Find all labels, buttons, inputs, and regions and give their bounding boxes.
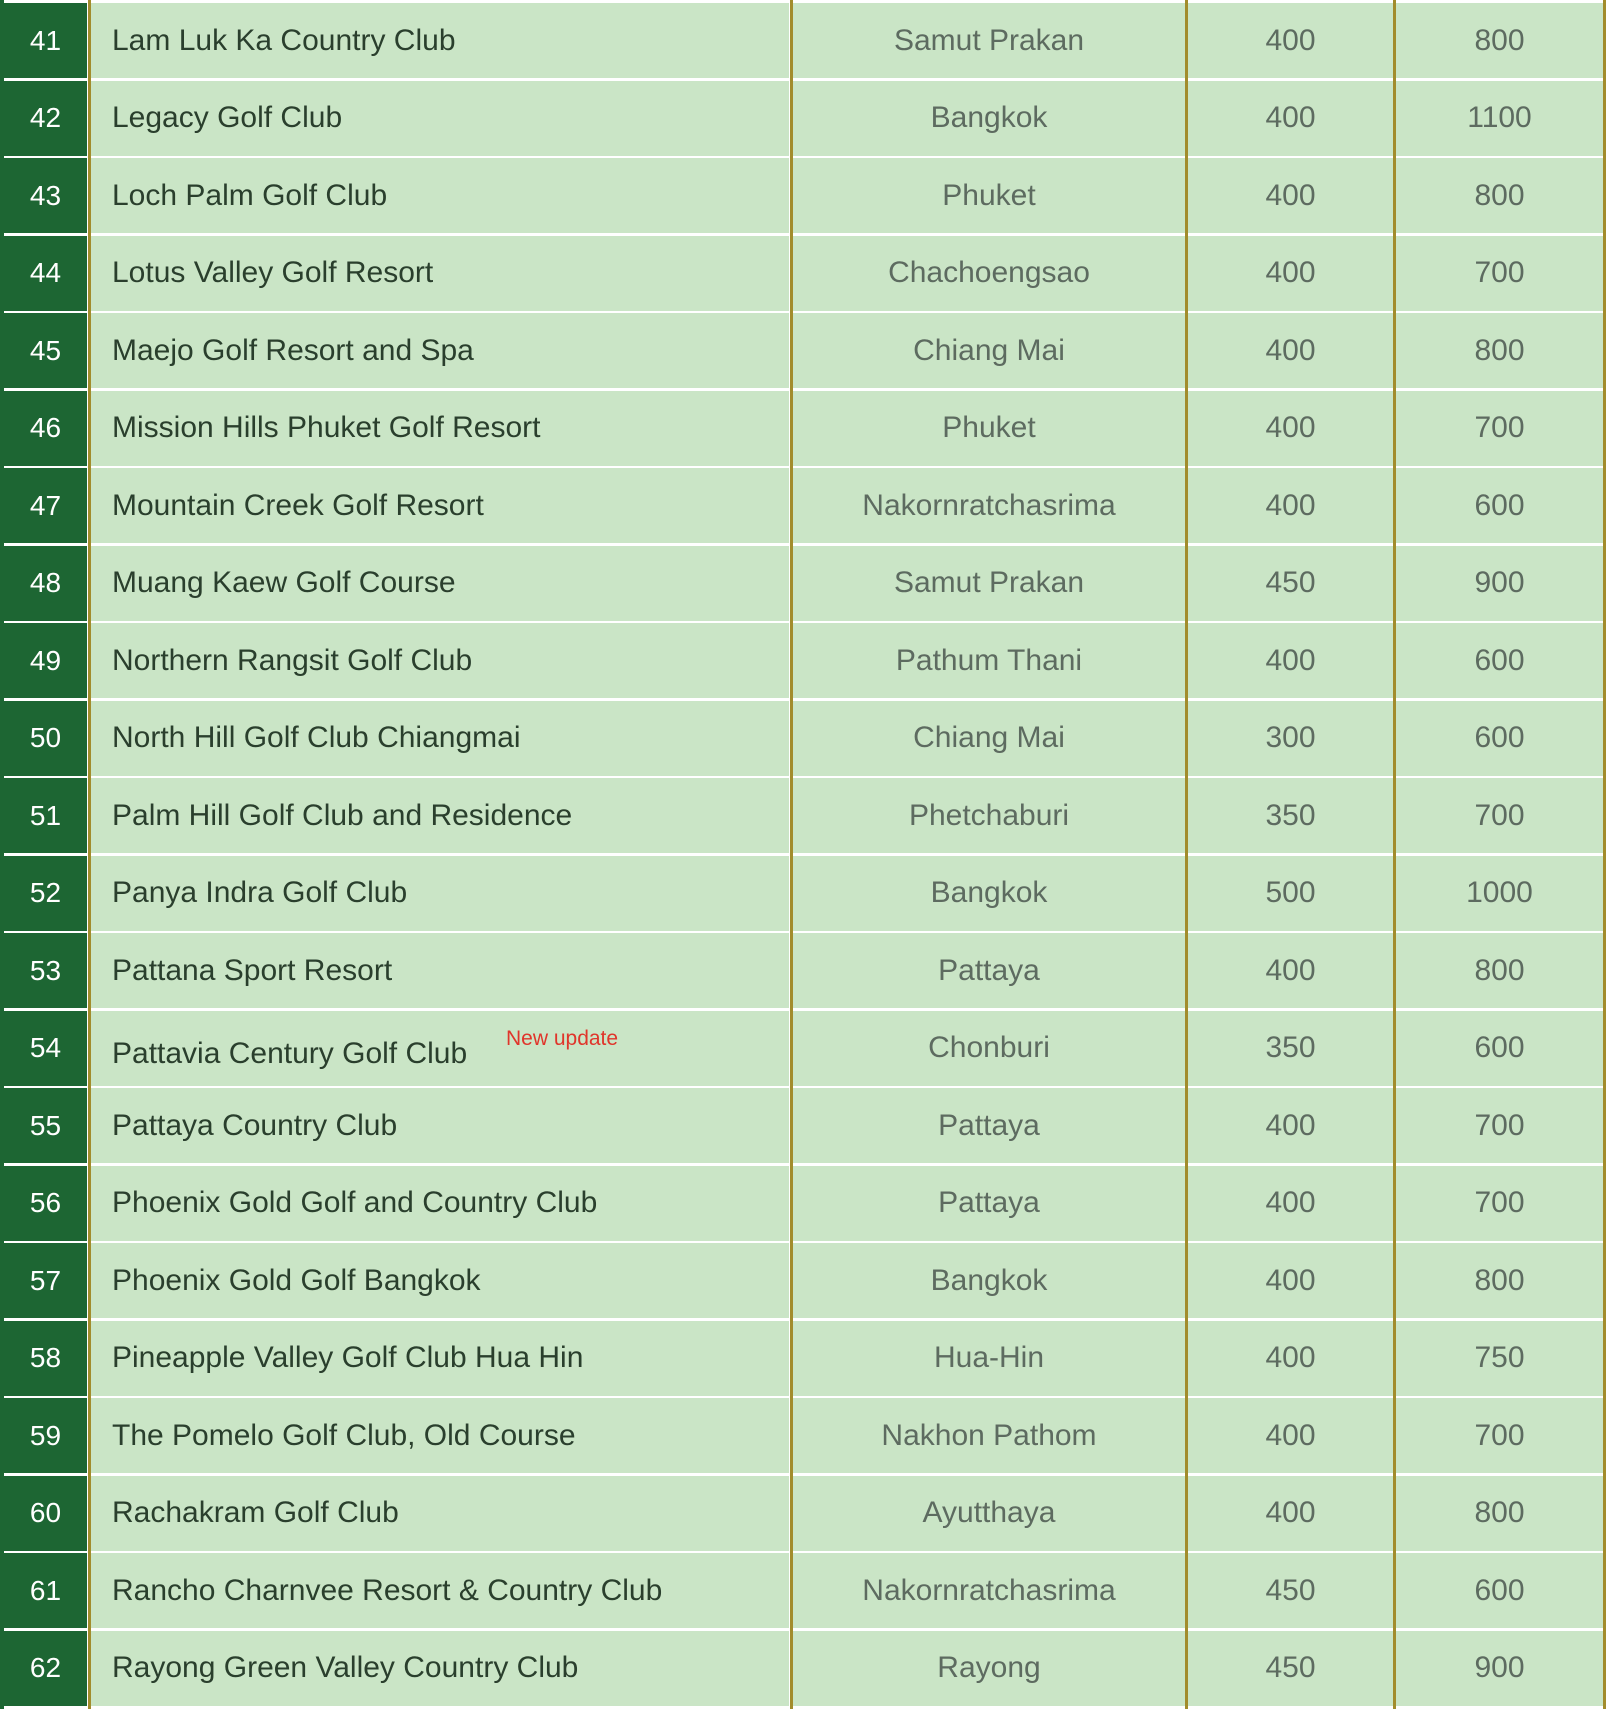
row-number: 56 bbox=[4, 1166, 87, 1241]
row-number: 60 bbox=[4, 1476, 87, 1551]
province: Rayong bbox=[793, 1631, 1185, 1706]
province: Bangkok bbox=[793, 81, 1185, 156]
row-number: 55 bbox=[4, 1088, 87, 1163]
table-row bbox=[0, 236, 1607, 311]
province: Pattaya bbox=[793, 933, 1185, 1008]
course-name: Lotus Valley Golf Resort bbox=[90, 236, 789, 311]
price-weekday: 450 bbox=[1188, 1553, 1393, 1628]
province: Chiang Mai bbox=[793, 313, 1185, 388]
price-weekday: 450 bbox=[1188, 1631, 1393, 1706]
province: Chachoengsao bbox=[793, 236, 1185, 311]
table-row bbox=[0, 1321, 1607, 1396]
row-number: 46 bbox=[4, 391, 87, 466]
price-weekday: 400 bbox=[1188, 468, 1393, 543]
price-weekend: 600 bbox=[1396, 623, 1603, 698]
price-weekday: 400 bbox=[1188, 1243, 1393, 1318]
price-weekday: 400 bbox=[1188, 623, 1393, 698]
table-row bbox=[0, 1166, 1607, 1241]
province: Chonburi bbox=[793, 1011, 1185, 1086]
price-weekend: 800 bbox=[1396, 1243, 1603, 1318]
column-divider bbox=[1185, 0, 1188, 1709]
course-name: Palm Hill Golf Club and Residence bbox=[90, 778, 789, 853]
province: Nakhon Pathom bbox=[793, 1398, 1185, 1473]
province: Bangkok bbox=[793, 1243, 1185, 1318]
province: Phetchaburi bbox=[793, 778, 1185, 853]
table-row bbox=[0, 1631, 1607, 1706]
table-row bbox=[0, 391, 1607, 466]
province: Pattaya bbox=[793, 1166, 1185, 1241]
table-row bbox=[0, 1011, 1607, 1086]
course-name: Pattavia Century Golf Club bbox=[112, 1037, 468, 1070]
price-weekend: 700 bbox=[1396, 391, 1603, 466]
price-weekend: 700 bbox=[1396, 1398, 1603, 1473]
course-name: The Pomelo Golf Club, Old Course bbox=[90, 1398, 789, 1473]
row-number: 45 bbox=[4, 313, 87, 388]
row-number: 52 bbox=[4, 856, 87, 931]
course-name: Panya Indra Golf Club bbox=[90, 856, 789, 931]
price-weekend: 1100 bbox=[1396, 81, 1603, 156]
row-number: 57 bbox=[4, 1243, 87, 1318]
table-row bbox=[0, 701, 1607, 776]
province: Phuket bbox=[793, 391, 1185, 466]
price-weekday: 300 bbox=[1188, 701, 1393, 776]
new-update-badge: New update bbox=[506, 1026, 619, 1050]
price-weekend: 600 bbox=[1396, 1011, 1603, 1086]
price-weekday: 400 bbox=[1188, 313, 1393, 388]
price-weekday: 400 bbox=[1188, 236, 1393, 311]
row-number: 47 bbox=[4, 468, 87, 543]
price-weekend: 800 bbox=[1396, 158, 1603, 233]
column-divider bbox=[1393, 0, 1396, 1709]
price-weekend: 800 bbox=[1396, 933, 1603, 1008]
course-name: North Hill Golf Club Chiangmai bbox=[90, 701, 789, 776]
price-weekday: 400 bbox=[1188, 1321, 1393, 1396]
row-number: 59 bbox=[4, 1398, 87, 1473]
table-row bbox=[0, 778, 1607, 853]
price-weekend: 700 bbox=[1396, 778, 1603, 853]
province: Hua-Hin bbox=[793, 1321, 1185, 1396]
price-weekday: 450 bbox=[1188, 546, 1393, 621]
table-row bbox=[0, 468, 1607, 543]
province: Nakornratchasrima bbox=[793, 1553, 1185, 1628]
course-name: Maejo Golf Resort and Spa bbox=[90, 313, 789, 388]
province: Phuket bbox=[793, 158, 1185, 233]
row-number: 48 bbox=[4, 546, 87, 621]
price-weekend: 600 bbox=[1396, 1553, 1603, 1628]
table-row bbox=[0, 1243, 1607, 1318]
price-weekday: 400 bbox=[1188, 933, 1393, 1008]
price-weekend: 800 bbox=[1396, 3, 1603, 78]
price-weekend: 700 bbox=[1396, 236, 1603, 311]
price-weekday: 400 bbox=[1188, 81, 1393, 156]
course-name: Pattana Sport Resort bbox=[90, 933, 789, 1008]
price-weekday: 500 bbox=[1188, 856, 1393, 931]
province: Samut Prakan bbox=[793, 3, 1185, 78]
province: Pathum Thani bbox=[793, 623, 1185, 698]
price-weekend: 800 bbox=[1396, 1476, 1603, 1551]
row-number: 50 bbox=[4, 701, 87, 776]
price-weekday: 350 bbox=[1188, 1011, 1393, 1086]
province: Bangkok bbox=[793, 856, 1185, 931]
row-number: 41 bbox=[4, 3, 87, 78]
row-number: 61 bbox=[4, 1553, 87, 1628]
course-name: Muang Kaew Golf Course bbox=[90, 546, 789, 621]
course-name: Loch Palm Golf Club bbox=[90, 158, 789, 233]
price-weekday: 400 bbox=[1188, 1476, 1393, 1551]
price-weekday: 400 bbox=[1188, 391, 1393, 466]
course-name: Pineapple Valley Golf Club Hua Hin bbox=[90, 1321, 789, 1396]
table-row bbox=[0, 1553, 1607, 1628]
course-name: Northern Rangsit Golf Club bbox=[90, 623, 789, 698]
table-row bbox=[0, 313, 1607, 388]
price-weekday: 350 bbox=[1188, 778, 1393, 853]
row-number: 54 bbox=[4, 1011, 87, 1086]
course-name: Pattaya Country Club bbox=[90, 1088, 789, 1163]
course-name: Phoenix Gold Golf and Country Club bbox=[90, 1166, 789, 1241]
province: Ayutthaya bbox=[793, 1476, 1185, 1551]
price-weekday: 400 bbox=[1188, 1166, 1393, 1241]
course-name-cell bbox=[90, 1011, 789, 1086]
province: Pattaya bbox=[793, 1088, 1185, 1163]
column-divider bbox=[1603, 0, 1606, 1709]
course-name: Legacy Golf Club bbox=[90, 81, 789, 156]
row-number: 49 bbox=[4, 623, 87, 698]
province: Nakornratchasrima bbox=[793, 468, 1185, 543]
table-row bbox=[0, 1476, 1607, 1551]
course-name: Rayong Green Valley Country Club bbox=[90, 1631, 789, 1706]
course-name: Rancho Charnvee Resort & Country Club bbox=[90, 1553, 789, 1628]
price-weekend: 600 bbox=[1396, 701, 1603, 776]
column-divider bbox=[790, 0, 793, 1709]
table-row bbox=[0, 933, 1607, 1008]
table-row bbox=[0, 1088, 1607, 1163]
row-number: 44 bbox=[4, 236, 87, 311]
price-weekend: 900 bbox=[1396, 546, 1603, 621]
table-row bbox=[0, 623, 1607, 698]
price-weekend: 700 bbox=[1396, 1166, 1603, 1241]
row-number: 62 bbox=[4, 1631, 87, 1706]
course-name: Mountain Creek Golf Resort bbox=[90, 468, 789, 543]
price-weekend: 750 bbox=[1396, 1321, 1603, 1396]
price-weekday: 400 bbox=[1188, 1398, 1393, 1473]
price-weekday: 400 bbox=[1188, 158, 1393, 233]
left-edge-rule bbox=[0, 0, 4, 1709]
price-weekend: 600 bbox=[1396, 468, 1603, 543]
course-name: Mission Hills Phuket Golf Resort bbox=[90, 391, 789, 466]
course-name: Phoenix Gold Golf Bangkok bbox=[90, 1243, 789, 1318]
price-weekend: 800 bbox=[1396, 313, 1603, 388]
table-row bbox=[0, 546, 1607, 621]
price-weekend: 700 bbox=[1396, 1088, 1603, 1163]
course-name: Rachakram Golf Club bbox=[90, 1476, 789, 1551]
price-weekend: 1000 bbox=[1396, 856, 1603, 931]
price-weekend: 900 bbox=[1396, 1631, 1603, 1706]
row-number: 43 bbox=[4, 158, 87, 233]
table-row bbox=[0, 158, 1607, 233]
table-row bbox=[0, 3, 1607, 78]
table-row bbox=[0, 1398, 1607, 1473]
course-name: Lam Luk Ka Country Club bbox=[90, 3, 789, 78]
table-row bbox=[0, 81, 1607, 156]
price-weekday: 400 bbox=[1188, 3, 1393, 78]
province: Chiang Mai bbox=[793, 701, 1185, 776]
price-weekday: 400 bbox=[1188, 1088, 1393, 1163]
row-number: 58 bbox=[4, 1321, 87, 1396]
row-number: 42 bbox=[4, 81, 87, 156]
row-number: 53 bbox=[4, 933, 87, 1008]
column-divider bbox=[88, 0, 91, 1709]
table-row bbox=[0, 856, 1607, 931]
province: Samut Prakan bbox=[793, 546, 1185, 621]
row-number: 51 bbox=[4, 778, 87, 853]
